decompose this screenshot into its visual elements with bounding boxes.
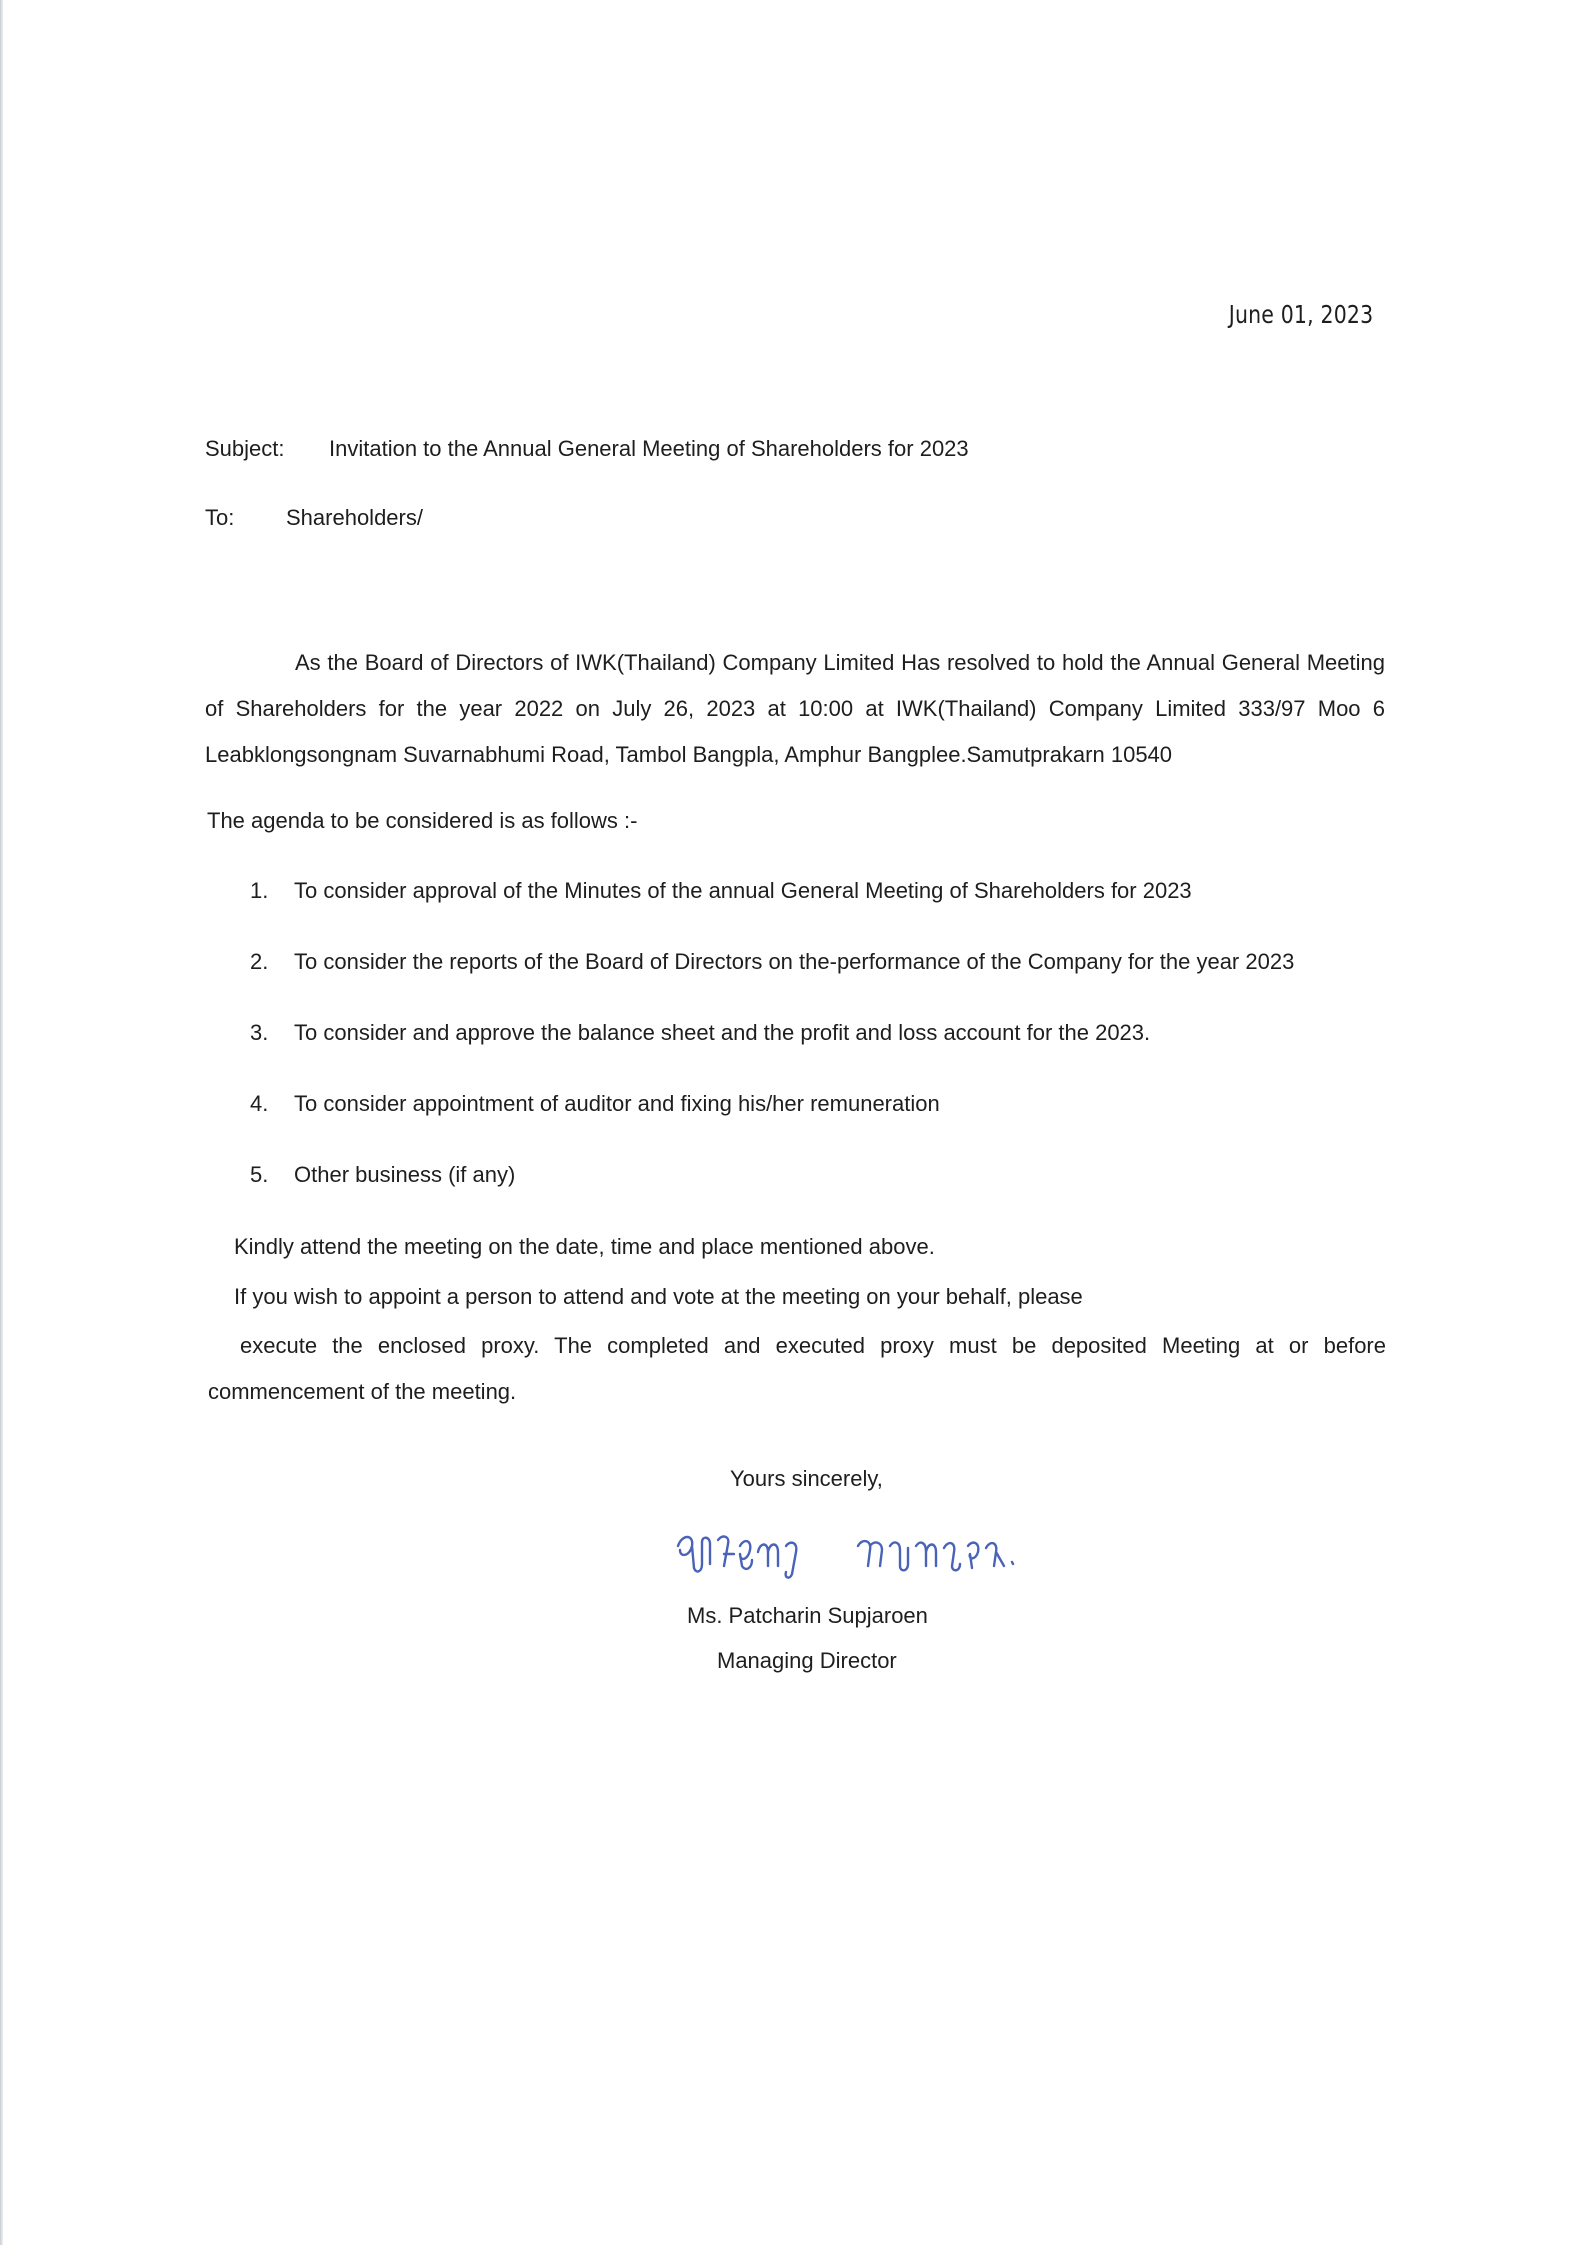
subject-label: Subject:: [205, 436, 285, 461]
agenda-item-number: 5.: [250, 1162, 269, 1187]
agenda-item: [250, 1160, 1294, 1231]
agenda-intro: The agenda to be considered is as follows :-: [207, 808, 638, 833]
agenda-list: [250, 876, 1294, 1231]
closing-paragraph: execute the enclosed proxy. The completed and executed proxy must be deposited Meeting at or before commencement of the meeting.: [208, 1333, 1386, 1404]
agenda-item-text: To consider approval of the Minutes of the annual General Meeting of Shareholders for 2023: [294, 878, 1192, 903]
closing-line-attend: Kindly attend the meeting on the date, time and place mentioned above.: [234, 1234, 935, 1259]
recipient-text: Shareholders/: [286, 505, 423, 530]
agenda-item: [250, 1018, 1294, 1089]
signer-title: Managing Director: [717, 1648, 897, 1673]
agenda-item-number: 4.: [250, 1091, 269, 1116]
agenda-item-number: 2.: [250, 949, 269, 974]
agenda-item-text: To consider appointment of auditor and fixing his/her remuneration: [294, 1091, 940, 1116]
subject-text: Invitation to the Annual General Meeting of Shareholders for 2023: [329, 436, 969, 461]
signer-name: Ms. Patcharin Supjaroen: [687, 1603, 928, 1628]
letter-date: June 01, 2023: [1228, 300, 1373, 329]
agenda-item: [250, 876, 1294, 947]
agenda-item: [250, 1089, 1294, 1160]
agenda-item-text: To consider and approve the balance sheet and the profit and loss account for the 2023.: [294, 1020, 1151, 1045]
agenda-item-number: 3.: [250, 1020, 269, 1045]
agenda-item-text: Other business (if any): [294, 1162, 516, 1187]
recipient-label: To:: [205, 505, 235, 530]
agenda-item-text: To consider the reports of the Board of Directors on the-performance of the Company for the year 2023: [294, 949, 1295, 974]
agenda-item: [250, 947, 1294, 1018]
scan-edge: [0, 0, 3, 2245]
agenda-item-number: 1.: [250, 878, 269, 903]
closing-line-proxy: If you wish to appoint a person to attend and vote at the meeting on your behalf, please: [234, 1284, 1083, 1309]
intro-paragraph: As the Board of Directors of IWK(Thailand) Company Limited Has resolved to hold the Annual General Meeting of Shareholders for the year 2022 on July 26, 2023 at 10:00 at IWK(Thailand) Company Limited 333/97 Moo 6 Leabklongsongnam Suvarnabhumi Road, Tambol Bangpla, Amphur Bangplee.Samutprakarn 10540: [205, 650, 1385, 767]
handwritten-signature: [672, 1512, 1042, 1582]
valediction: Yours sincerely,: [730, 1466, 883, 1491]
